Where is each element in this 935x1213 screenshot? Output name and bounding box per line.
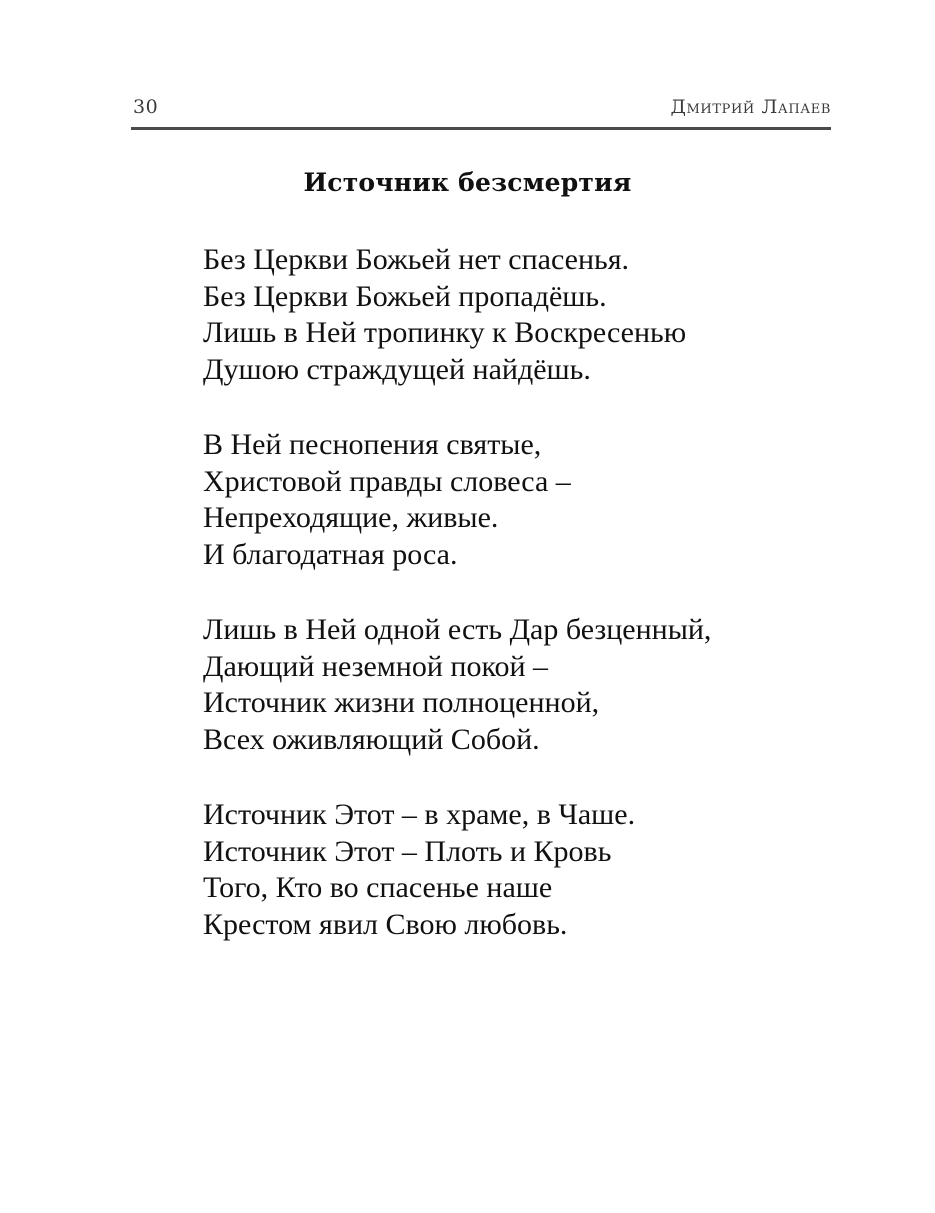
poem-line: Христовой правды словеса – [203,464,571,498]
poem-line: Душою страждущей найдёшь. [203,352,591,386]
author-name: Дмитрий Лапаев [670,96,831,118]
poem-line: Дающий неземной покой – [203,649,549,683]
poem-line: Без Церкви Божьей пропадёшь. [203,279,607,313]
poem-line: Того, Кто во спасенье наше [203,871,553,904]
stanza-4 [203,797,711,943]
poem-line: Лишь в Ней одной есть Дар безценный, [203,613,712,646]
page-number: 30 [133,96,159,118]
poem-line: В Ней песнопения святые, [203,428,542,461]
stanza-3 [203,612,711,758]
poem-line: Источник жизни полноценной, [203,686,600,719]
poem-line: Без Церкви Божьей нет спасенья. [203,243,629,276]
poem-body [203,242,711,982]
poem-line: Непреходящие, живые. [203,501,499,534]
poem-line: И благодатная роса. [203,537,458,571]
poem-title: Источник безсмертия [303,168,632,197]
stanza-2 [203,427,711,573]
poem-line: Лишь в Ней тропинку к Воскресенью [203,316,687,349]
poem-line: Источник Этот – в храме, в Чаше. [203,798,636,831]
header-rule [131,127,831,130]
poem-line: Всех оживляющий Собой. [203,722,540,756]
stanza-1 [203,242,711,388]
running-head [133,96,831,124]
poem-line: Источник Этот – Плоть и Кровь [203,834,612,868]
poem-line: Крестом явил Свою любовь. [203,907,568,941]
